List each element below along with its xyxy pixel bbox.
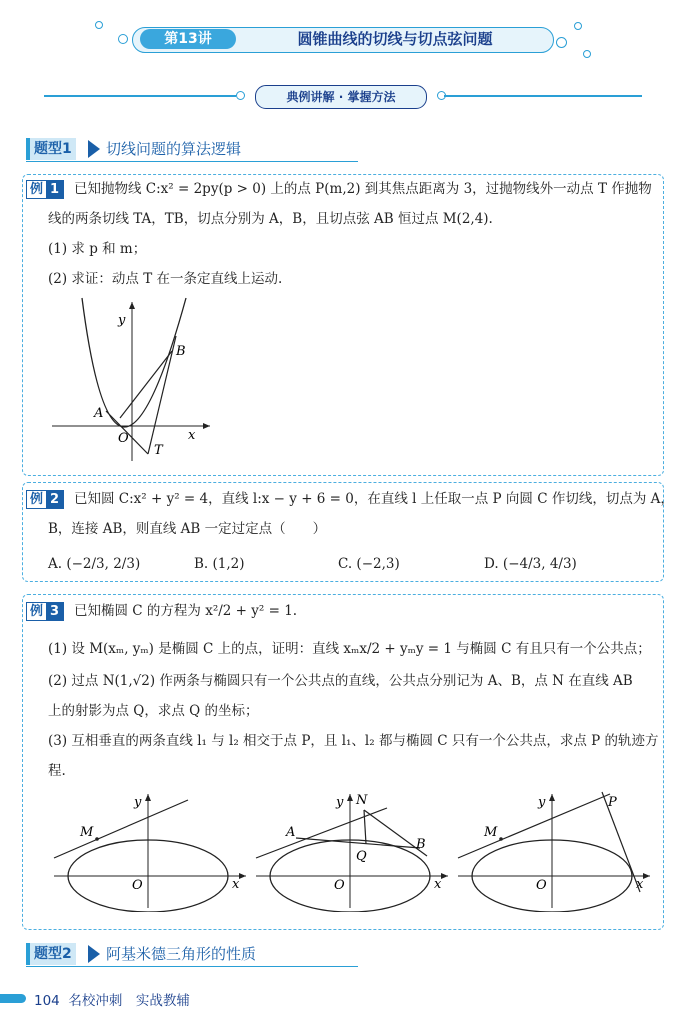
badge-label: 例: [27, 603, 46, 620]
ellipse-figure-2: [252, 788, 452, 912]
point-label-n: N: [356, 793, 368, 808]
option-b: B. (1,2): [194, 556, 245, 572]
type-tag: 题型2: [26, 943, 76, 965]
example-badge: [26, 490, 64, 509]
option-d: D. (−4/3, 4/3): [484, 556, 577, 572]
problem-text: 已知椭圆 C 的方程为 x²/2 + y² = 1.: [74, 603, 298, 619]
decor-circle: [583, 50, 591, 58]
ellipse-figure-1: [50, 788, 250, 912]
parabola-figure: [40, 296, 220, 466]
question-text: (1) 求 p 和 m；: [48, 241, 147, 257]
axis-label-y: y: [134, 795, 142, 810]
type-heading: [26, 942, 358, 967]
axis-label-y: y: [538, 795, 546, 810]
question-text: (2) 求证：动点 T 在一条定直线上运动.: [48, 271, 283, 287]
problem-text: 线的两条切线 TA，TB，切点分别为 A，B，且切点弦 AB 恒过点 M(2,4).: [48, 211, 493, 227]
footer: [34, 989, 190, 1009]
arrow-icon: [88, 945, 100, 963]
point-label-a: A: [94, 406, 104, 421]
origin-label: O: [132, 878, 143, 893]
badge-number: 1: [46, 181, 63, 198]
badge-number: 3: [46, 603, 63, 620]
axis-label-x: x: [434, 877, 442, 892]
point-label-b: B: [416, 837, 426, 852]
option-a: A. (−2/3, 2/3): [48, 556, 141, 572]
point-label-m: M: [484, 825, 498, 840]
origin-label: O: [334, 878, 345, 893]
origin-label: O: [118, 431, 129, 446]
type-title: 切线问题的算法逻辑: [106, 140, 242, 158]
axis-label-x: x: [636, 877, 644, 892]
badge-label: 例: [27, 491, 46, 508]
question-text: (3) 互相垂直的两条直线 l₁ 与 l₂ 相交于点 P，且 l₁、l₂ 都与椭圆 C 只有一个公共点，求点 P 的轨迹方: [48, 733, 659, 749]
question-text: 程.: [48, 763, 66, 779]
axis-label-x: x: [232, 877, 240, 892]
axis-label-y: y: [336, 795, 344, 810]
problem-text: B，连接 AB，则直线 AB 一定过定点（ ）: [48, 521, 327, 537]
axis-label-x: x: [188, 428, 196, 443]
divider: [44, 95, 236, 97]
question-text: (1) 设 M(xₘ, yₘ) 是椭圆 C 上的点，证明：直线 xₘx/2 + yₘy = 1 与椭圆 C 有且只有一个公共点；: [48, 641, 651, 657]
question-text: (2) 过点 N(1,√2) 作两条与椭圆只有一个公共点的直线，公共点分别记为 A、B，点 N 在直线 AB: [48, 673, 633, 689]
decor-circle: [236, 91, 245, 100]
type-heading: [26, 137, 358, 162]
origin-label: O: [536, 878, 547, 893]
badge-label: 例: [27, 181, 46, 198]
problem-text: 已知抛物线 C:x² = 2py(p > 0) 上的点 P(m,2) 到其焦点距离为 3，过抛物线外一动点 T 作抛物: [74, 181, 652, 197]
option-c: C. (−2,3): [338, 556, 400, 572]
example-badge: [26, 602, 64, 621]
decor-circle: [118, 34, 128, 44]
page-title: 圆锥曲线的切线与切点弦问题: [297, 30, 493, 48]
decor-circle: [574, 22, 582, 30]
decor-circle: [95, 21, 103, 29]
problem-text: 已知圆 C:x² + y² = 4，直线 l:x − y + 6 = 0，在直线 l 上任取一点 P 向圆 C 作切线，切点为 A，: [74, 491, 674, 507]
example-badge: [26, 180, 64, 199]
point-label-q: Q: [356, 849, 367, 864]
point-label-t: T: [154, 443, 163, 458]
point-label-m: M: [80, 825, 94, 840]
lecture-label: 第13讲: [140, 29, 236, 49]
book-title: 名校冲刺 实战教辅: [68, 993, 190, 1009]
divider: [444, 95, 642, 97]
point-label-b: B: [176, 344, 186, 359]
ellipse-figure-3: [454, 788, 654, 912]
point-label-p: P: [608, 795, 617, 810]
badge-number: 2: [46, 491, 63, 508]
page-number: 104: [34, 993, 60, 1009]
point-label-a: A: [286, 825, 296, 840]
arrow-icon: [88, 140, 100, 158]
type-title: 阿基米德三角形的性质: [106, 945, 257, 963]
section-banner: 典例讲解 · 掌握方法: [255, 85, 427, 109]
decor-circle: [556, 37, 567, 48]
question-text: 上的射影为点 Q，求点 Q 的坐标；: [48, 703, 259, 719]
footer-bar: [0, 994, 26, 1003]
type-tag: 题型1: [26, 138, 76, 160]
axis-label-y: y: [118, 313, 126, 328]
